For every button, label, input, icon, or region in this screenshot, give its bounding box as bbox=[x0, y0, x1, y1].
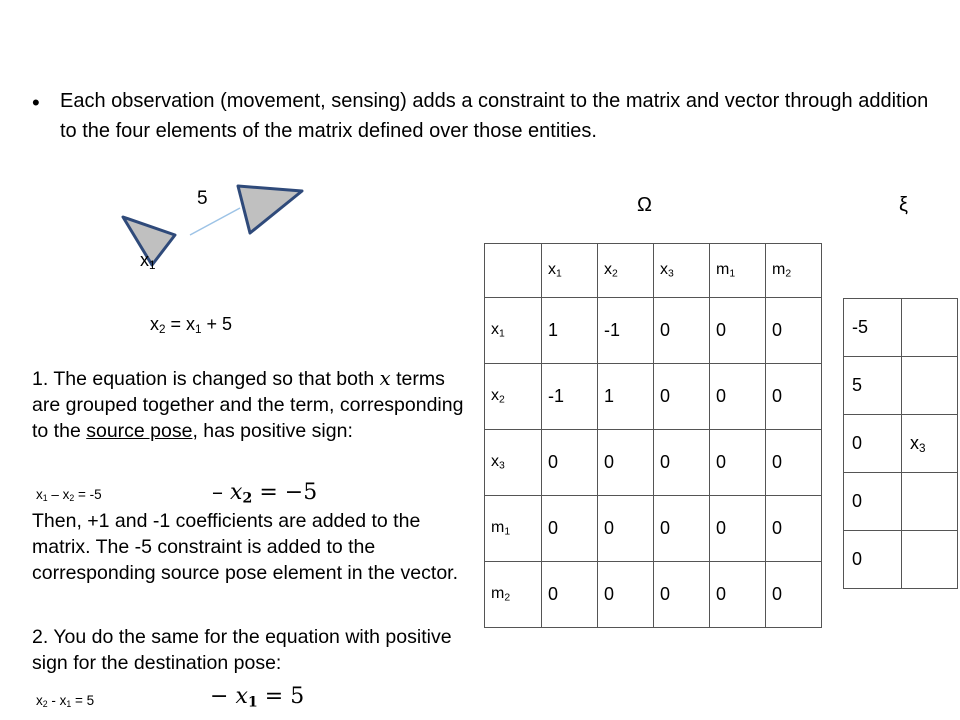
matrix-row-header: $x_1$ bbox=[485, 298, 542, 364]
matrix-cell: 0 bbox=[766, 298, 822, 364]
matrix-cell: 0 bbox=[766, 364, 822, 430]
matrix-cell: 0 bbox=[710, 562, 766, 628]
matrix-cell: 1 bbox=[542, 298, 598, 364]
matrix-cell: 0 bbox=[542, 562, 598, 628]
matrix-cell: 0 bbox=[598, 562, 654, 628]
matrix-cell: -1 bbox=[598, 298, 654, 364]
matrix-col-header: $m_1$ bbox=[710, 244, 766, 298]
matrix-cell: 0 bbox=[710, 430, 766, 496]
vector-row bbox=[844, 357, 958, 415]
matrix-row bbox=[485, 298, 822, 364]
matrix-cell: 0 bbox=[654, 364, 710, 430]
information-vector bbox=[843, 298, 958, 589]
vector-side-cell bbox=[902, 473, 958, 531]
matrix-row-header: $m_2$ bbox=[485, 562, 542, 628]
information-matrix bbox=[484, 243, 822, 628]
vector-row bbox=[844, 531, 958, 589]
matrix-col-header: $x_3$ bbox=[654, 244, 710, 298]
matrix-cell: 0 bbox=[598, 496, 654, 562]
vector-side-label-x3: $x_3$ bbox=[902, 415, 958, 473]
matrix-cell: 1 bbox=[598, 364, 654, 430]
matrix-cell: 0 bbox=[710, 496, 766, 562]
math-equation-1: – $x_2 = -5$ bbox=[212, 480, 318, 507]
matrix-col-header: $m_2$ bbox=[766, 244, 822, 298]
vector-row bbox=[844, 415, 958, 473]
bullet-marker: • bbox=[32, 90, 40, 115]
math-equation-2: − $x_1 = 5$ bbox=[210, 684, 305, 711]
vector-side-cell bbox=[902, 299, 958, 357]
matrix-row bbox=[485, 430, 822, 496]
omega-symbol: Ω bbox=[637, 194, 652, 216]
matrix-header-row bbox=[485, 244, 822, 298]
vector-cell: 0 bbox=[844, 415, 902, 473]
motion-equation: $x_2 = x_1 + 5$ bbox=[150, 314, 233, 336]
rearranged-equation-2: $x_2 - x_1 = 5$ bbox=[36, 693, 95, 710]
vector-row bbox=[844, 299, 958, 357]
robot-pose-x2-triangle bbox=[238, 186, 302, 233]
matrix-row-header: $m_1$ bbox=[485, 496, 542, 562]
matrix-row bbox=[485, 364, 822, 430]
matrix-cell: 0 bbox=[766, 562, 822, 628]
matrix-cell: 0 bbox=[654, 562, 710, 628]
step-2-text: 2. You do the same for the equation with positive sign for the destination pose: bbox=[32, 626, 452, 674]
matrix-cell: 0 bbox=[542, 430, 598, 496]
matrix-row bbox=[485, 562, 822, 628]
matrix-corner-cell bbox=[485, 244, 542, 298]
vector-side-cell bbox=[902, 357, 958, 415]
matrix-cell: 0 bbox=[654, 496, 710, 562]
matrix-col-header: $x_2$ bbox=[598, 244, 654, 298]
matrix-row-header: $x_3$ bbox=[485, 430, 542, 496]
pose-link-line bbox=[190, 208, 240, 235]
vector-cell: 0 bbox=[844, 473, 902, 531]
distance-label: 5 bbox=[197, 188, 208, 209]
vector-side-cell bbox=[902, 531, 958, 589]
matrix-row bbox=[485, 496, 822, 562]
matrix-cell: 0 bbox=[654, 430, 710, 496]
bullet-text: Each observation (movement, sensing) adds a constraint to the matrix and vector through addition to the four elements of the matrix defined over those entities. bbox=[60, 90, 929, 142]
matrix-cell: 0 bbox=[654, 298, 710, 364]
xi-symbol: ξ bbox=[899, 194, 908, 216]
matrix-cell: 0 bbox=[542, 496, 598, 562]
rearranged-equation-1: $x_1 - x_2 = -5$ bbox=[36, 487, 102, 504]
step-1-followup-text: Then, +1 and -1 coefficients are added to the matrix. The -5 constraint is added to the corresponding source pose element in the vector. bbox=[32, 510, 459, 584]
matrix-cell: 0 bbox=[710, 298, 766, 364]
matrix-row-header: $x_2$ bbox=[485, 364, 542, 430]
vector-cell: -5 bbox=[844, 299, 902, 357]
matrix-cell: 0 bbox=[766, 430, 822, 496]
vector-cell: 0 bbox=[844, 531, 902, 589]
vector-cell: 5 bbox=[844, 357, 902, 415]
matrix-col-header: $x_1$ bbox=[542, 244, 598, 298]
pose-label-x1: $x_1$ bbox=[140, 250, 156, 272]
matrix-cell: -1 bbox=[542, 364, 598, 430]
matrix-cell: 0 bbox=[598, 430, 654, 496]
matrix-cell: 0 bbox=[766, 496, 822, 562]
step-1-text: 1. The equation is changed so that both x terms are grouped together and the term, corresponding to the source pose, has positive sign: bbox=[32, 367, 464, 442]
matrix-cell: 0 bbox=[710, 364, 766, 430]
vector-row bbox=[844, 473, 958, 531]
